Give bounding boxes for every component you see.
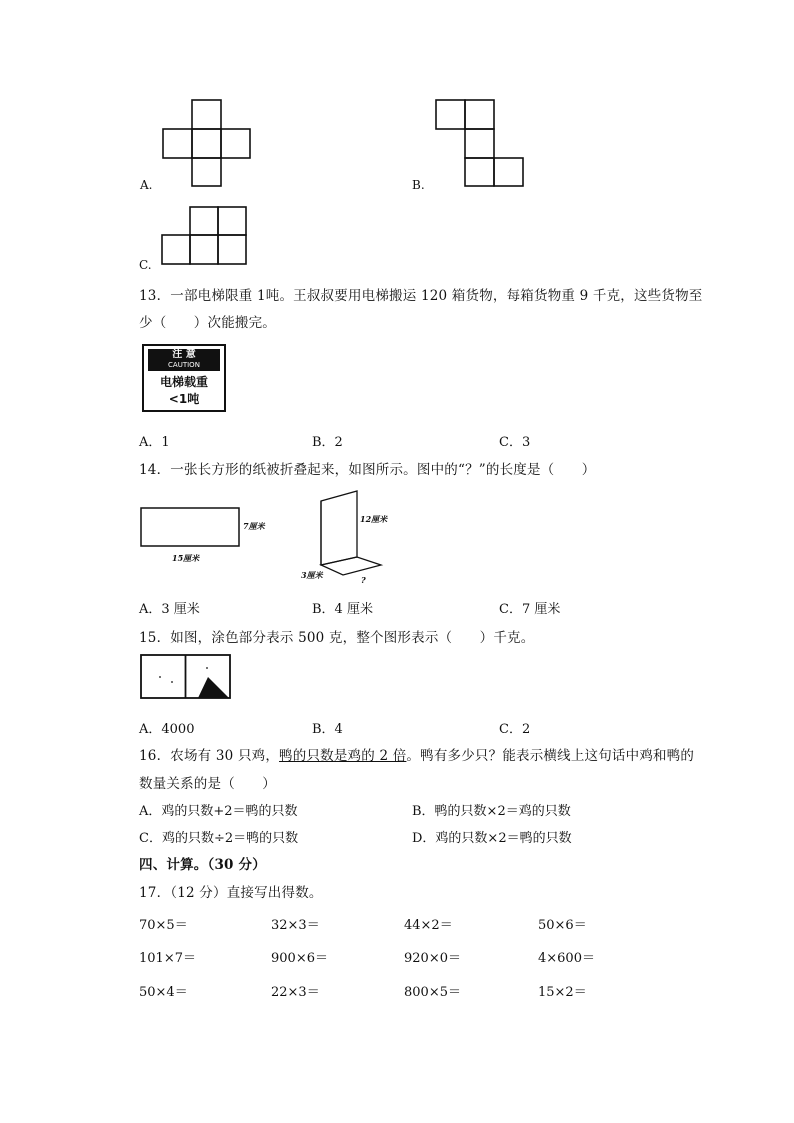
q15-option-b[interactable]: B．4 <box>312 722 343 737</box>
q13-option-a[interactable]: A．1 <box>139 435 170 450</box>
rectangle-paper-figure <box>140 507 240 549</box>
q16-text-line1 <box>139 744 694 764</box>
folded-paper-figure <box>313 487 388 579</box>
net-figure-a <box>162 99 254 189</box>
calc-item: 920×0＝ <box>404 951 461 966</box>
q16-option-a[interactable]: A．鸡的只数+2＝鸭的只数 <box>139 804 298 819</box>
calc-item: 4×600＝ <box>538 951 595 966</box>
q16-line1-pre: 16．农场有 30 只鸡， <box>139 748 280 764</box>
fig1-height-label: 7厘米 <box>243 521 265 531</box>
q14-option-a[interactable]: A．3 厘米 <box>139 602 200 617</box>
q16-option-d[interactable]: D．鸡的只数×2＝鸭的只数 <box>412 831 572 846</box>
caution-sign <box>142 344 226 412</box>
option-b-label[interactable]: B. <box>412 178 425 192</box>
q16-option-c[interactable]: C．鸡的只数÷2＝鸭的只数 <box>139 831 299 846</box>
q16-option-b[interactable]: B．鸭的只数×2＝鸡的只数 <box>412 804 571 819</box>
calc-item: 44×2＝ <box>404 918 453 933</box>
caution-sign-subtitle: CAUTION <box>168 361 200 369</box>
q17-text: 17．（12 分）直接写出得数。 <box>139 885 323 901</box>
shaded-square-figure <box>140 654 232 700</box>
q13-text-line1: 13．一部电梯限重 1吨。王叔叔要用电梯搬运 120 箱货物，每箱货物重 9 千克，这些货物至 <box>139 288 703 304</box>
caution-sign-line1: 电梯载重 <box>159 375 208 389</box>
fig1-width-label: 15厘米 <box>172 553 200 563</box>
fig2-height-label: 12厘米 <box>360 514 388 524</box>
q14-option-b[interactable]: B．4 厘米 <box>312 602 373 617</box>
calc-item: 50×6＝ <box>538 918 587 933</box>
q15-option-c[interactable]: C．2 <box>499 722 531 737</box>
q16-line1-post: 。鸭有多少只？能表示横线上这句话中鸡和鸭的 <box>406 748 695 764</box>
section-4-title: 四、计算。（30 分） <box>139 857 266 873</box>
calc-item: 101×7＝ <box>139 951 196 966</box>
q13-text-line2: 少（ ）次能搬完。 <box>139 315 276 331</box>
calc-item: 70×5＝ <box>139 918 188 933</box>
q15-option-a[interactable]: A．4000 <box>139 722 195 737</box>
net-figure-c <box>161 206 249 268</box>
q14-text: 14．一张长方形的纸被折叠起来，如图所示。图中的“？”的长度是（ ） <box>139 462 596 478</box>
q13-option-c[interactable]: C．3 <box>499 435 531 450</box>
option-a-label[interactable]: A. <box>140 178 153 192</box>
q15-text: 15．如图，涂色部分表示 500 克，整个图形表示（ ）千克。 <box>139 630 535 646</box>
calc-item: 50×4＝ <box>139 985 188 1000</box>
caution-sign-line2: <1吨 <box>168 392 200 406</box>
calc-item: 32×3＝ <box>271 918 320 933</box>
net-figure-b <box>435 99 527 189</box>
q13-option-b[interactable]: B．2 <box>312 435 343 450</box>
calc-item: 900×6＝ <box>271 951 328 966</box>
caution-sign-title: 注 意 <box>172 349 196 360</box>
calc-item: 22×3＝ <box>271 985 320 1000</box>
calc-item: 800×5＝ <box>404 985 461 1000</box>
option-c-label[interactable]: C. <box>139 258 152 272</box>
fig2-question-label: ? <box>361 575 366 585</box>
fig2-left-label: 3厘米 <box>301 570 323 580</box>
q16-text-line2: 数量关系的是（ ） <box>139 776 276 792</box>
calc-item: 15×2＝ <box>538 985 587 1000</box>
q14-option-c[interactable]: C．7 厘米 <box>499 602 561 617</box>
q16-line1-underlined: 鸭的只数是鸡的 2 倍 <box>279 748 407 764</box>
